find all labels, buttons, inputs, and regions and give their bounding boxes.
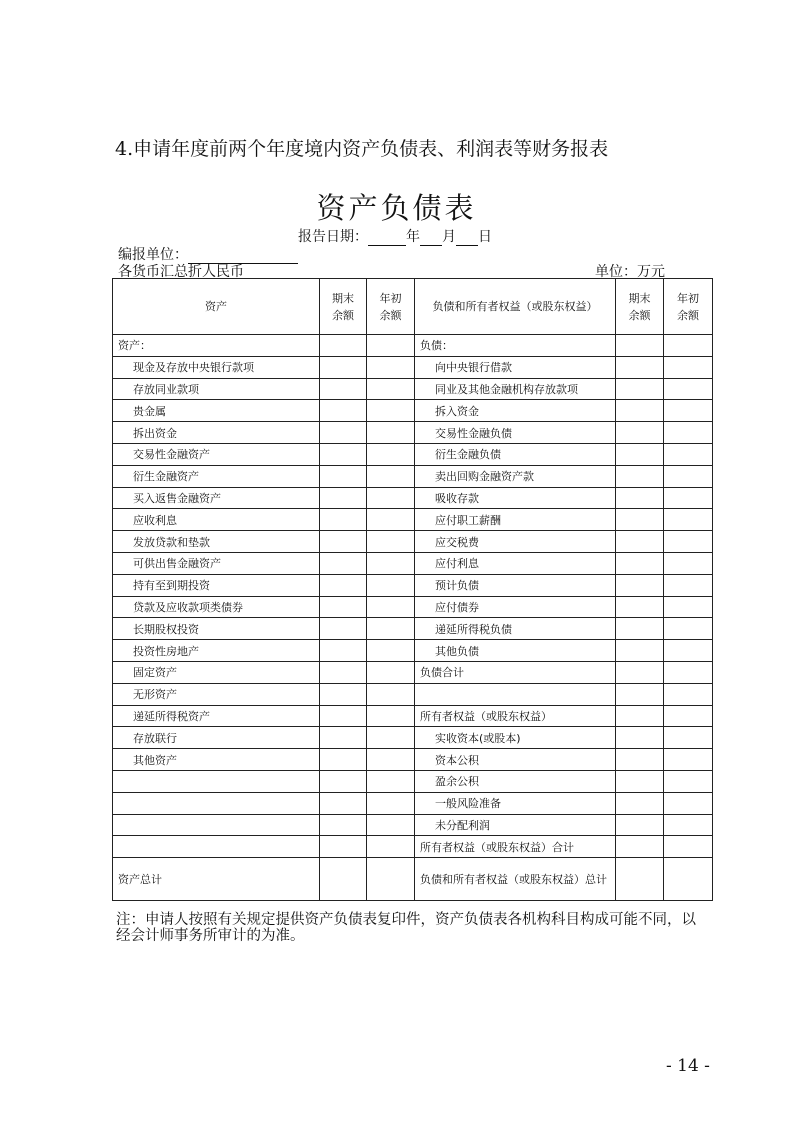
page-number: - 14 - (666, 1056, 710, 1076)
cell-end-balance[interactable] (320, 487, 367, 509)
cell-end-balance[interactable] (320, 749, 367, 771)
cell-end-balance[interactable] (616, 356, 664, 378)
asset-item: 交易性金融资产 (113, 443, 320, 465)
year-blank (368, 231, 406, 246)
cell-begin-balance[interactable] (664, 422, 713, 444)
asset-item (113, 770, 320, 792)
cell-end-balance[interactable] (320, 400, 367, 422)
asset-item: 现金及存放中央银行款项 (113, 356, 320, 378)
cell-end-balance[interactable] (616, 683, 664, 705)
cell-begin-balance[interactable] (664, 335, 713, 357)
day-blank (456, 231, 478, 246)
table-row (113, 836, 713, 858)
liability-item: 拆入资金 (415, 400, 616, 422)
cell-begin-balance[interactable] (367, 640, 415, 662)
asset-item: 贵金属 (113, 400, 320, 422)
cell-begin-balance[interactable] (664, 858, 713, 901)
cell-begin-balance[interactable] (367, 770, 415, 792)
table-row (113, 749, 713, 771)
liability-item: 应付债券 (415, 596, 616, 618)
cell-begin-balance[interactable] (664, 531, 713, 553)
cell-end-balance[interactable] (616, 836, 664, 858)
cell-begin-balance[interactable] (664, 661, 713, 683)
liability-item: 所有者权益（或股东权益） (415, 705, 616, 727)
asset-item (113, 836, 320, 858)
asset-item: 可供出售金融资产 (113, 552, 320, 574)
cell-end-balance[interactable] (320, 683, 367, 705)
liability-item: 盈余公积 (415, 770, 616, 792)
asset-item: 长期股权投资 (113, 618, 320, 640)
asset-item: 递延所得税资产 (113, 705, 320, 727)
cell-begin-balance[interactable] (367, 400, 415, 422)
cell-end-balance[interactable] (320, 356, 367, 378)
table-row (113, 792, 713, 814)
currency-line: 各货币汇总折人民币 (118, 264, 244, 280)
unit-label: 单位：万元 (595, 264, 665, 280)
cell-begin-balance[interactable] (664, 640, 713, 662)
asset-item: 存放同业款项 (113, 378, 320, 400)
cell-end-balance[interactable] (320, 640, 367, 662)
cell-end-balance[interactable] (320, 378, 367, 400)
asset-item: 衍生金融资产 (113, 465, 320, 487)
asset-item: 存放联行 (113, 727, 320, 749)
cell-end-balance[interactable] (616, 814, 664, 836)
liability-item: 同业及其他金融机构存放款项 (415, 378, 616, 400)
cell-end-balance[interactable] (320, 443, 367, 465)
asset-item: 固定资产 (113, 661, 320, 683)
cell-begin-balance[interactable] (367, 705, 415, 727)
liability-item: 向中央银行借款 (415, 356, 616, 378)
cell-begin-balance[interactable] (367, 335, 415, 357)
liability-item: 应付利息 (415, 552, 616, 574)
cell-begin-balance[interactable] (664, 814, 713, 836)
cell-end-balance[interactable] (616, 400, 664, 422)
cell-end-balance[interactable] (616, 792, 664, 814)
cell-begin-balance[interactable] (367, 618, 415, 640)
table-row (113, 443, 713, 465)
cell-begin-balance[interactable] (664, 400, 713, 422)
asset-item: 拆出资金 (113, 422, 320, 444)
cell-begin-balance[interactable] (664, 683, 713, 705)
table-row (113, 770, 713, 792)
cell-begin-balance[interactable] (367, 509, 415, 531)
header-end-balance-2: 期末 余额 (616, 279, 664, 335)
liability-item: 其他负债 (415, 640, 616, 662)
liability-item (415, 683, 616, 705)
table-row (113, 574, 713, 596)
table-row (113, 422, 713, 444)
table-row (113, 531, 713, 553)
asset-item (113, 814, 320, 836)
cell-end-balance[interactable] (616, 422, 664, 444)
cell-begin-balance[interactable] (367, 356, 415, 378)
asset-item: 应收利息 (113, 509, 320, 531)
cell-end-balance[interactable] (320, 836, 367, 858)
liability-item: 交易性金融负债 (415, 422, 616, 444)
cell-end-balance[interactable] (616, 465, 664, 487)
cell-begin-balance[interactable] (664, 749, 713, 771)
table-row (113, 335, 713, 357)
year-label: 年 (406, 229, 420, 245)
table-row (113, 727, 713, 749)
cell-begin-balance[interactable] (664, 596, 713, 618)
cell-end-balance[interactable] (616, 705, 664, 727)
cell-begin-balance[interactable] (367, 465, 415, 487)
cell-end-balance[interactable] (616, 335, 664, 357)
header-assets: 资产 (113, 279, 320, 335)
table-row (113, 814, 713, 836)
cell-begin-balance[interactable] (664, 509, 713, 531)
liability-item: 负债： (415, 335, 616, 357)
cell-end-balance[interactable] (320, 618, 367, 640)
cell-end-balance[interactable] (320, 727, 367, 749)
cell-end-balance[interactable] (616, 487, 664, 509)
report-date-line (298, 226, 492, 246)
liability-item: 所有者权益（或股东权益）合计 (415, 836, 616, 858)
table-row (113, 356, 713, 378)
cell-begin-balance[interactable] (367, 487, 415, 509)
table-body (113, 335, 713, 901)
asset-item: 无形资产 (113, 683, 320, 705)
asset-item: 其他资产 (113, 749, 320, 771)
cell-end-balance[interactable] (616, 574, 664, 596)
cell-end-balance[interactable] (320, 596, 367, 618)
cell-begin-balance[interactable] (367, 836, 415, 858)
cell-end-balance[interactable] (320, 705, 367, 727)
cell-end-balance[interactable] (616, 552, 664, 574)
asset-item: 资产： (113, 335, 320, 357)
cell-end-balance[interactable] (320, 858, 367, 901)
cell-begin-balance[interactable] (664, 487, 713, 509)
cell-begin-balance[interactable] (367, 596, 415, 618)
cell-end-balance[interactable] (320, 814, 367, 836)
cell-end-balance[interactable] (320, 661, 367, 683)
cell-end-balance[interactable] (320, 509, 367, 531)
table-row (113, 661, 713, 683)
cell-end-balance[interactable] (616, 443, 664, 465)
report-date-label: 报告日期： (298, 229, 368, 245)
cell-begin-balance[interactable] (367, 531, 415, 553)
asset-item: 投资性房地产 (113, 640, 320, 662)
table-row (113, 400, 713, 422)
liability-item: 递延所得税负债 (415, 618, 616, 640)
table-row (113, 640, 713, 662)
cell-end-balance[interactable] (616, 640, 664, 662)
table-row (113, 509, 713, 531)
cell-begin-balance[interactable] (367, 814, 415, 836)
cell-end-balance[interactable] (616, 661, 664, 683)
cell-begin-balance[interactable] (664, 705, 713, 727)
cell-end-balance[interactable] (320, 335, 367, 357)
cell-end-balance[interactable] (616, 378, 664, 400)
cell-end-balance[interactable] (320, 792, 367, 814)
cell-end-balance[interactable] (616, 618, 664, 640)
table-total-row (113, 858, 713, 901)
header-liabilities-equity: 负债和所有者权益（或股东权益） (415, 279, 616, 335)
cell-begin-balance[interactable] (664, 618, 713, 640)
cell-end-balance[interactable] (320, 574, 367, 596)
cell-begin-balance[interactable] (367, 727, 415, 749)
cell-begin-balance[interactable] (664, 552, 713, 574)
cell-end-balance[interactable] (320, 552, 367, 574)
header-end-balance: 期末 余额 (320, 279, 367, 335)
cell-begin-balance[interactable] (664, 727, 713, 749)
liability-item: 一般风险准备 (415, 792, 616, 814)
cell-end-balance[interactable] (616, 749, 664, 771)
table-header-row (113, 279, 713, 335)
cell-begin-balance[interactable] (664, 378, 713, 400)
table-row (113, 705, 713, 727)
table-row (113, 683, 713, 705)
cell-begin-balance[interactable] (367, 792, 415, 814)
asset-total-label: 资产总计 (113, 858, 320, 901)
liability-item: 资本公积 (415, 749, 616, 771)
month-label: 月 (442, 229, 456, 245)
cell-end-balance[interactable] (616, 727, 664, 749)
table-row (113, 465, 713, 487)
cell-begin-balance[interactable] (664, 356, 713, 378)
cell-begin-balance[interactable] (367, 378, 415, 400)
cell-begin-balance[interactable] (367, 574, 415, 596)
table-row (113, 487, 713, 509)
cell-begin-balance[interactable] (367, 422, 415, 444)
day-label: 日 (478, 229, 492, 245)
cell-end-balance[interactable] (616, 596, 664, 618)
asset-item (113, 792, 320, 814)
cell-begin-balance[interactable] (664, 836, 713, 858)
cell-end-balance[interactable] (616, 858, 664, 901)
cell-begin-balance[interactable] (664, 574, 713, 596)
cell-end-balance[interactable] (616, 770, 664, 792)
compiler-label: 编报单位： (118, 247, 188, 263)
cell-begin-balance[interactable] (367, 552, 415, 574)
asset-item: 持有至到期投资 (113, 574, 320, 596)
liability-item: 衍生金融负债 (415, 443, 616, 465)
cell-begin-balance[interactable] (664, 792, 713, 814)
cell-begin-balance[interactable] (367, 683, 415, 705)
liability-item: 应交税费 (415, 531, 616, 553)
cell-begin-balance[interactable] (367, 443, 415, 465)
cell-end-balance[interactable] (320, 422, 367, 444)
cell-begin-balance[interactable] (664, 770, 713, 792)
cell-end-balance[interactable] (320, 531, 367, 553)
cell-end-balance[interactable] (320, 770, 367, 792)
header-begin-balance: 年初 余额 (367, 279, 415, 335)
liability-item: 预计负债 (415, 574, 616, 596)
asset-item: 买入返售金融资产 (113, 487, 320, 509)
asset-item: 贷款及应收款项类债券 (113, 596, 320, 618)
cell-begin-balance[interactable] (367, 661, 415, 683)
balance-sheet-table (112, 278, 713, 901)
cell-begin-balance[interactable] (664, 443, 713, 465)
liability-item: 未分配利润 (415, 814, 616, 836)
cell-begin-balance[interactable] (367, 858, 415, 901)
page-title: 资产负债表 (316, 191, 477, 225)
cell-end-balance[interactable] (616, 531, 664, 553)
liability-item: 吸收存款 (415, 487, 616, 509)
cell-begin-balance[interactable] (367, 749, 415, 771)
table-row (113, 552, 713, 574)
table-row (113, 378, 713, 400)
liab-total-label: 负债和所有者权益（或股东权益）总计 (415, 858, 616, 901)
table-row (113, 596, 713, 618)
cell-end-balance[interactable] (616, 509, 664, 531)
asset-item: 发放贷款和垫款 (113, 531, 320, 553)
section-heading: 4.申请年度前两个年度境内资产负债表、利润表等财务报表 (115, 138, 609, 160)
month-blank (420, 231, 442, 246)
cell-begin-balance[interactable] (664, 465, 713, 487)
liability-item: 应付职工薪酬 (415, 509, 616, 531)
cell-end-balance[interactable] (320, 465, 367, 487)
liability-item: 负债合计 (415, 661, 616, 683)
header-begin-balance-2: 年初 余额 (664, 279, 713, 335)
footnote: 注：申请人按照有关规定提供资产负债表复印件，资产负债表各机构科目构成可能不同，以经会计师事务所审计的为准。 (116, 912, 696, 944)
table-row (113, 618, 713, 640)
liability-item: 卖出回购金融资产款 (415, 465, 616, 487)
liability-item: 实收资本(或股本) (415, 727, 616, 749)
